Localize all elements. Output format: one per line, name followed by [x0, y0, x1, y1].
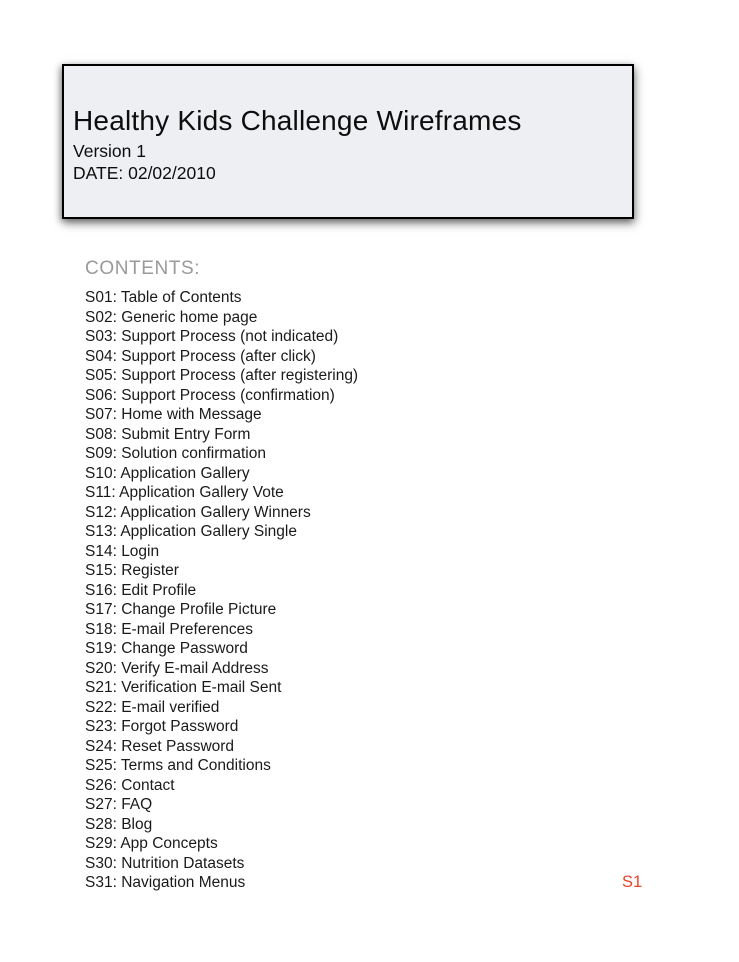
- toc-item: S06: Support Process (confirmation): [85, 386, 335, 404]
- date-label: DATE: 02/02/2010: [73, 163, 216, 183]
- contents-section: [85, 258, 565, 893]
- toc-item: S29: App Concepts: [85, 835, 218, 852]
- toc-item: S23: Forgot Password: [85, 718, 239, 735]
- toc-item: S31: Navigation Menus: [85, 874, 246, 891]
- toc-item: S08: Submit Entry Form: [85, 425, 251, 443]
- version-label: Version 1: [73, 141, 146, 161]
- toc-item: S22: E-mail verified: [85, 698, 220, 716]
- toc-item: S11: Application Gallery Vote: [85, 484, 284, 501]
- toc-item: S15: Register: [85, 562, 179, 579]
- toc-item: S18: E-mail Preferences: [85, 620, 253, 638]
- toc-item: S17: Change Profile Picture: [85, 601, 277, 618]
- toc-item: S25: Terms and Conditions: [85, 757, 271, 774]
- toc-list: [85, 288, 565, 893]
- toc-item: S19: Change Password: [85, 640, 248, 657]
- title-box: [62, 64, 634, 219]
- page-number-label: S1: [622, 873, 643, 891]
- toc-item: S05: Support Process (after registering): [85, 367, 359, 384]
- toc-item: S16: Edit Profile: [85, 581, 197, 599]
- toc-item: S02: Generic home page: [85, 308, 258, 326]
- toc-item: S12: Application Gallery Winners: [85, 503, 311, 521]
- toc-item: S10: Application Gallery: [85, 464, 250, 482]
- toc-item: S20: Verify E-mail Address: [85, 659, 269, 677]
- toc-item: S21: Verification E-mail Sent: [85, 679, 282, 696]
- toc-item: S14: Login: [85, 542, 160, 560]
- contents-heading: CONTENTS:: [85, 258, 201, 279]
- toc-item: S01: Table of Contents: [85, 289, 242, 306]
- toc-item: S09: Solution confirmation: [85, 445, 266, 462]
- toc-item: S28: Blog: [85, 815, 153, 833]
- toc-item: S30: Nutrition Datasets: [85, 854, 245, 872]
- toc-item: S24: Reset Password: [85, 737, 235, 755]
- toc-item: S27: FAQ: [85, 796, 153, 813]
- document-title: Healthy Kids Challenge Wireframes: [73, 105, 522, 136]
- toc-item: S13: Application Gallery Single: [85, 523, 297, 540]
- toc-item: S03: Support Process (not indicated): [85, 328, 339, 345]
- toc-item: S07: Home with Message: [85, 406, 262, 423]
- toc-item: S26: Contact: [85, 776, 175, 794]
- toc-item: S04: Support Process (after click): [85, 347, 316, 365]
